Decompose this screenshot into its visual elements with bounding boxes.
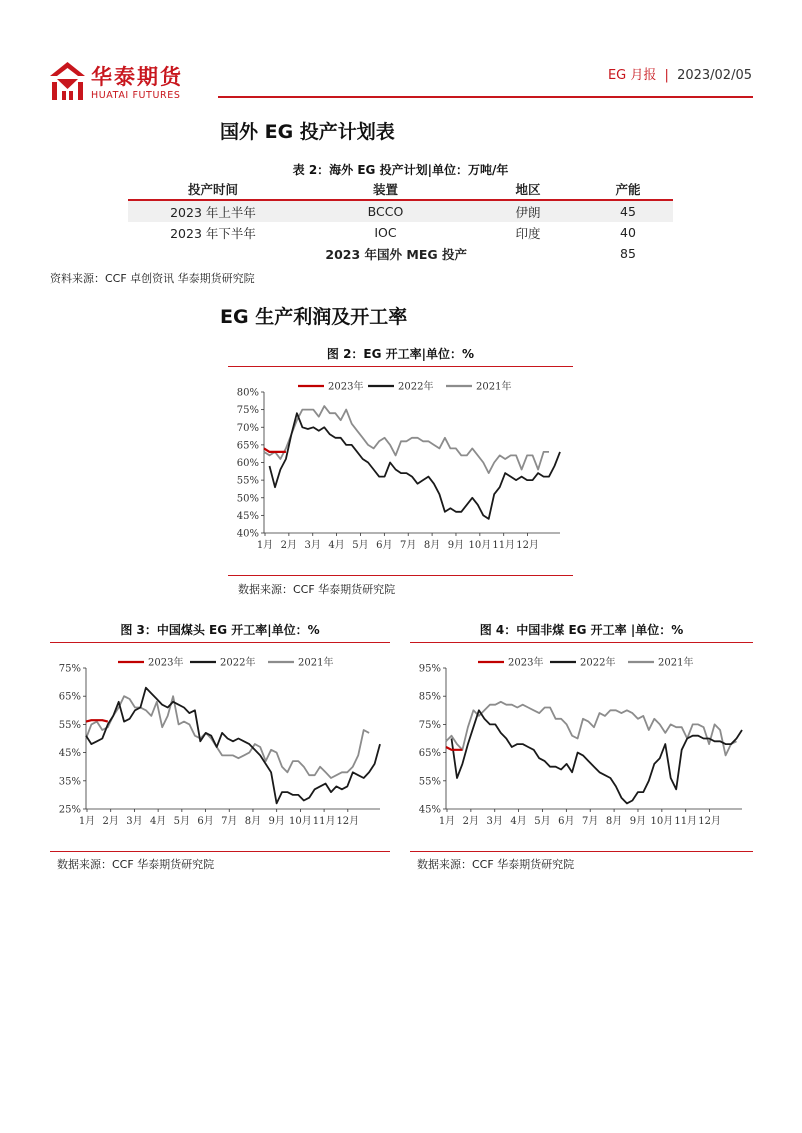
series-line-2021年 xyxy=(446,702,737,756)
cell-capacity: 45 xyxy=(620,204,636,219)
fig3-bottom-rule xyxy=(50,851,390,852)
legend-label: 2022年 xyxy=(220,657,256,669)
x-tick-label: 7月 xyxy=(400,540,417,551)
x-tick-label: 12月 xyxy=(516,540,539,551)
overseas-plan-table xyxy=(128,178,673,264)
y-tick-label: 35% xyxy=(58,776,81,788)
table2-caption: 表 2：海外 EG 投产计划|单位：万吨/年 xyxy=(292,163,509,177)
cell-device: BCCO xyxy=(367,204,404,219)
x-tick-label: 2月 xyxy=(102,816,119,827)
x-tick-label: 3月 xyxy=(486,816,503,827)
y-tick-label: 65% xyxy=(418,748,441,760)
total-spacer xyxy=(473,243,583,264)
y-tick-label: 55% xyxy=(418,776,441,788)
y-tick-label: 95% xyxy=(418,663,441,675)
x-tick-label: 10月 xyxy=(289,816,312,827)
x-tick-label: 11月 xyxy=(674,816,698,827)
section-title-profit-utilization: EG 生产利润及开工率 xyxy=(220,306,408,328)
cell-time: 2023 年下半年 xyxy=(170,225,256,241)
col-header-capacity: 产能 xyxy=(615,181,641,197)
x-tick-label: 4月 xyxy=(510,816,527,827)
table2-source: 资料来源：CCF 卓创资讯 华泰期货研究院 xyxy=(50,272,255,285)
x-tick-label: 11月 xyxy=(312,816,336,827)
fig2-utilization-chart xyxy=(228,370,573,575)
col-header-region: 地区 xyxy=(515,181,541,197)
x-tick-label: 8月 xyxy=(423,540,441,551)
legend-label: 2022年 xyxy=(398,381,434,393)
x-tick-label: 6月 xyxy=(558,816,575,827)
legend-label: 2021年 xyxy=(476,381,512,393)
header-separator: | xyxy=(664,68,669,83)
x-tick-label: 12月 xyxy=(698,816,721,827)
report-date: 2023/02/05 xyxy=(677,68,752,83)
legend-label: 2023年 xyxy=(328,381,364,393)
legend-label: 2023年 xyxy=(508,657,544,669)
x-tick-label: 1月 xyxy=(78,816,96,827)
fig4-source: 数据来源：CCF 华泰期货研究院 xyxy=(417,858,575,871)
y-tick-label: 65% xyxy=(58,691,81,703)
x-tick-label: 8月 xyxy=(605,816,623,827)
x-tick-label: 9月 xyxy=(268,816,285,827)
y-tick-label: 55% xyxy=(58,719,81,731)
fig3-top-rule xyxy=(50,642,390,643)
series-line-2022年 xyxy=(270,413,561,519)
fig4-caption: 图 4：中国非煤 EG 开工率 |单位：% xyxy=(479,623,684,637)
legend-label: 2023年 xyxy=(148,657,184,669)
y-tick-label: 85% xyxy=(418,691,441,703)
cell-time: 2023 年上半年 xyxy=(170,204,256,220)
company-logo xyxy=(50,62,85,100)
series-line-2021年 xyxy=(264,406,549,473)
series-line-2022年 xyxy=(86,688,380,804)
x-tick-label: 6月 xyxy=(376,540,393,551)
fig3-source: 数据来源：CCF 华泰期货研究院 xyxy=(57,858,215,871)
cell-region: 印度 xyxy=(515,225,541,241)
header-rule xyxy=(218,96,753,98)
y-tick-label: 80% xyxy=(236,387,259,399)
table-row xyxy=(128,222,673,243)
y-tick-label: 60% xyxy=(236,458,259,469)
cell-region: 伊朗 xyxy=(515,204,541,220)
x-tick-label: 3月 xyxy=(126,816,143,827)
table-row xyxy=(128,200,673,222)
fig3-caption: 图 3：中国煤头 EG 开工率|单位：% xyxy=(120,623,320,637)
y-tick-label: 70% xyxy=(236,422,259,434)
cell-device: IOC xyxy=(374,225,397,240)
logo-name-en: HUATAI FUTURES xyxy=(91,90,181,101)
report-header xyxy=(608,64,752,83)
fig2-caption: 图 2：EG 开工率|单位：% xyxy=(326,347,475,361)
y-tick-label: 50% xyxy=(236,493,259,505)
x-tick-label: 3月 xyxy=(304,540,321,551)
fig2-bottom-rule xyxy=(228,575,573,576)
y-tick-label: 45% xyxy=(418,804,441,816)
legend-label: 2021年 xyxy=(298,657,334,669)
y-tick-label: 45% xyxy=(236,510,259,522)
y-tick-label: 45% xyxy=(58,748,81,760)
col-header-device: 装置 xyxy=(372,181,398,197)
y-tick-label: 25% xyxy=(58,804,81,816)
series-line-2021年 xyxy=(86,696,369,778)
y-tick-label: 40% xyxy=(236,528,259,540)
x-tick-label: 9月 xyxy=(629,816,647,827)
report-type: EG 月报 xyxy=(607,68,657,83)
table-total-row xyxy=(128,243,673,264)
y-tick-label: 75% xyxy=(418,719,441,731)
x-tick-label: 2月 xyxy=(280,540,298,551)
legend-label: 2022年 xyxy=(580,657,616,669)
x-tick-label: 5月 xyxy=(173,816,191,827)
x-tick-label: 10月 xyxy=(468,540,492,551)
logo-name-cn: 华泰期货 xyxy=(91,65,183,89)
fig4-noncoal-eg-chart xyxy=(410,646,753,851)
col-header-time: 投产时间 xyxy=(187,181,238,197)
fig4-top-rule xyxy=(410,642,753,643)
x-tick-label: 1月 xyxy=(256,540,274,551)
x-tick-label: 5月 xyxy=(352,540,369,551)
x-tick-label: 2月 xyxy=(462,816,480,827)
x-tick-label: 5月 xyxy=(534,816,551,827)
x-tick-label: 6月 xyxy=(197,816,214,827)
x-tick-label: 7月 xyxy=(582,816,599,827)
fig2-top-rule xyxy=(228,366,573,367)
x-tick-label: 12月 xyxy=(336,816,360,827)
logo-mark-icon xyxy=(50,62,85,100)
fig4-bottom-rule xyxy=(410,851,753,852)
x-tick-label: 9月 xyxy=(447,540,465,551)
y-tick-label: 75% xyxy=(236,405,259,417)
x-tick-label: 7月 xyxy=(221,816,238,827)
series-line-2023年 xyxy=(264,448,286,452)
y-tick-label: 65% xyxy=(236,440,259,452)
total-value: 85 xyxy=(620,246,636,261)
legend-label: 2021年 xyxy=(658,657,694,669)
fig2-source: 数据来源：CCF 华泰期货研究院 xyxy=(238,583,396,596)
total-label: 2023 年国外 MEG 投产 xyxy=(325,246,467,262)
fig3-coal-eg-chart xyxy=(50,646,390,851)
x-tick-label: 10月 xyxy=(650,816,674,827)
cell-capacity: 40 xyxy=(620,225,636,240)
y-tick-label: 75% xyxy=(58,663,81,675)
section-title-overseas-plan: 国外 EG 投产计划表 xyxy=(220,121,395,143)
x-tick-label: 11月 xyxy=(492,540,516,551)
x-tick-label: 4月 xyxy=(149,816,167,827)
y-tick-label: 55% xyxy=(236,475,259,487)
x-tick-label: 1月 xyxy=(438,816,456,827)
x-tick-label: 8月 xyxy=(244,816,262,827)
x-tick-label: 4月 xyxy=(328,540,345,551)
